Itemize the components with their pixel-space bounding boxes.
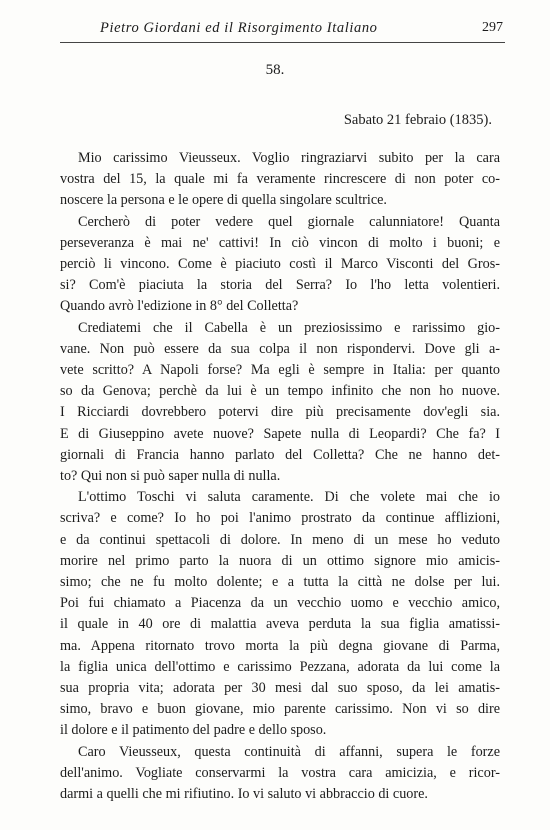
text-line: simo; che ne fu molto dolente; e a tutta la città ne dolse per lui. xyxy=(60,574,500,591)
text-line: sua propria vita; adorata per 30 mesi dal suo sposo, da lei amatis- xyxy=(60,680,500,697)
text-line: Poi fui chiamato a Piacenza da un vecchio uomo e vecchio amico, xyxy=(60,595,500,612)
text-line: perciò li vincono. Come è piaciuto costì il Marco Visconti del Gros- xyxy=(60,256,500,273)
text-line: darmi a quelli che mi rifiutino. Io vi saluto vi abbraccio di cuore. xyxy=(60,786,428,803)
running-header xyxy=(60,20,505,43)
text-line: dell'animo. Vogliate conservarmi la vostra cara amicizia, e ricor- xyxy=(60,764,500,781)
text-line: perseveranza è mai ne' cattivi! In ciò vincon di molto i buoni; e xyxy=(60,234,500,251)
text-line: ma. Appena ritornato trovo morta la più degna giovane di Parma, xyxy=(60,637,500,654)
text-line: Crediatemi che il Cabella è un preziosissimo e rarissimo gio- xyxy=(78,319,500,336)
text-line: si? Com'è piaciuta la storia del Serra? Io l'ho letta volentieri. xyxy=(60,277,500,294)
text-line: il dolore e il patimento del padre e dello sposo. xyxy=(60,722,327,739)
text-line: la figlia unica dell'ottimo e carissimo Pezzana, adorata da lui come la xyxy=(60,658,500,675)
text-line: scriva? e come? Io ho poi l'animo prostrato da continue afflizioni, xyxy=(60,510,500,527)
text-line: I Ricciardi dovrebbero potervi dire più precisamente dov'egli sia. xyxy=(60,404,500,421)
text-line: vostra del 15, la quale mi fa veramente rincrescere di non poter co- xyxy=(60,171,500,188)
text-line: vane. Non può essere da sua colpa il non rispondervi. Dove gli a- xyxy=(60,340,500,357)
text-line: L'ottimo Toschi vi saluta caramente. Di che volete mai che io xyxy=(78,489,500,506)
text-line: simo, bravo e buon giovane, mio parente carissimo. Non vi so dire xyxy=(60,701,500,718)
text-line: Cercherò di poter vedere quel giornale calunniatore! Quanta xyxy=(78,213,500,230)
text-line: Mio carissimo Vieusseux. Voglio ringraziarvi subito per la cara xyxy=(78,150,500,166)
page-number: 297 xyxy=(482,20,503,35)
text-line: morire nel primo parto la nuora di un ottimo signore mio amicis- xyxy=(60,552,500,569)
text-line: E di Giuseppino avete nuove? Sapete nulla di Leopardi? Che fa? I xyxy=(60,425,500,442)
text-line: Quando avrò l'edizione in 8° del Colletta? xyxy=(60,298,299,315)
text-line: giornali di Francia hanno parlato del Colletta? Che ne hanno det- xyxy=(60,446,500,463)
letter-body xyxy=(60,148,500,805)
running-title: Pietro Giordani ed il Risorgimento Italiano xyxy=(100,20,378,36)
text-line: e da continui spettacoli di dolore. In meno di un mese ho veduto xyxy=(60,531,500,548)
text-line: Caro Vieusseux, questa continuità di affanni, supera le forze xyxy=(78,743,500,760)
text-line: vete scritto? A Napoli forse? Ma egli è sempre in Italia: per quanto xyxy=(60,362,500,379)
text-line: so da Genova; perchè da lui è un tempo infinito che non ho nuove. xyxy=(60,383,500,400)
text-line: noscere la persona e le opere di quella singolare scultrice. xyxy=(60,192,387,209)
letter-date: Sabato 21 febraio (1835). xyxy=(343,112,492,128)
text-line: to? Qui non si può saper nulla di nulla. xyxy=(60,468,281,485)
text-line: il quale in 40 ore di malattia aveva perduta la sua figlia amatissi- xyxy=(60,616,500,633)
letter-number: 58. xyxy=(265,62,285,78)
